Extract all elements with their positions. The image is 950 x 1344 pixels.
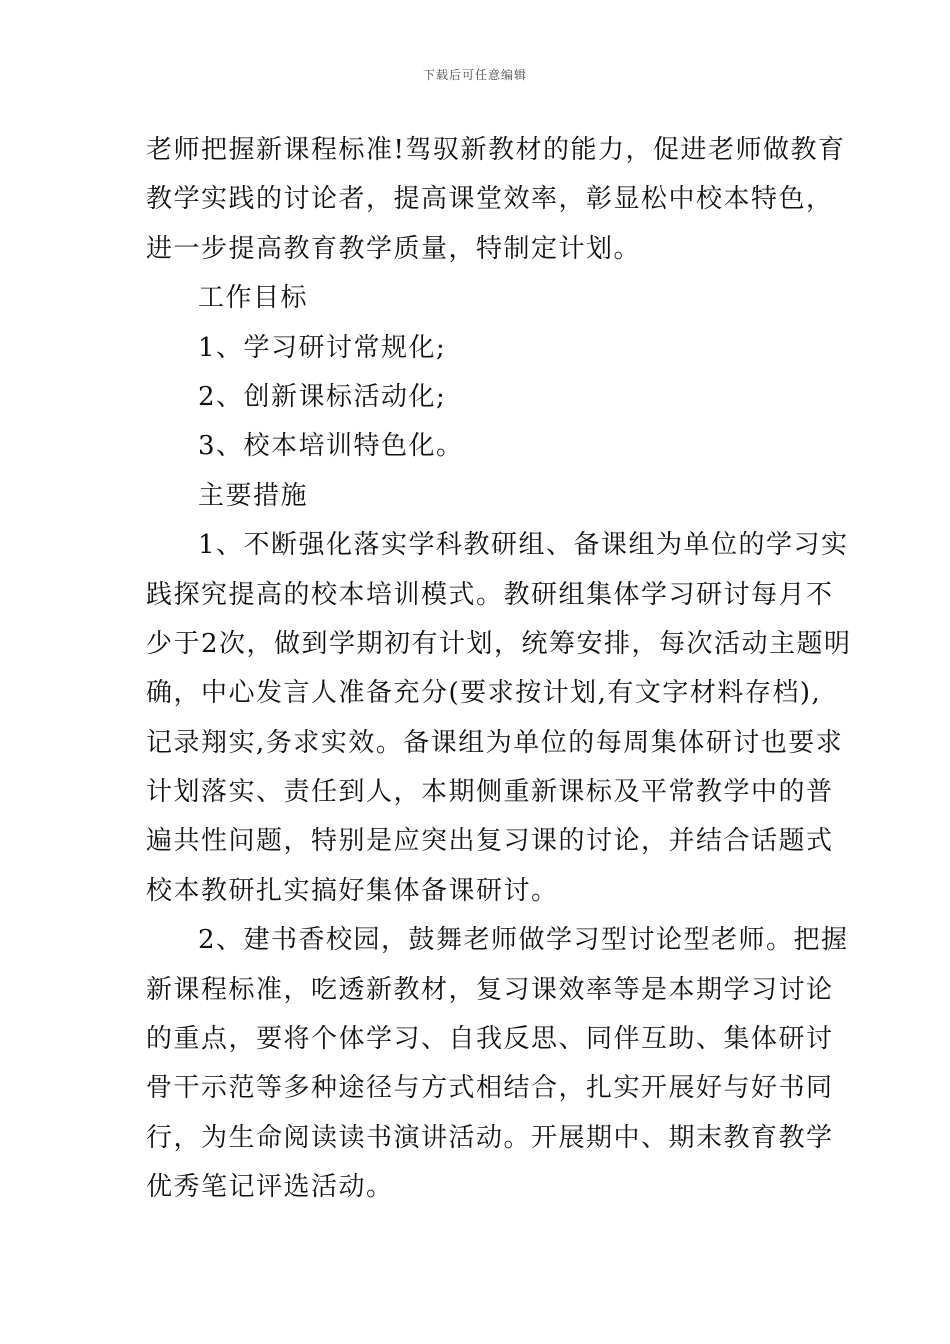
paragraph-line: 骨干示范等多种途径与方式相结合，扎实开展好与好书同 (146, 1073, 834, 1104)
paragraph-line: 行，为生命阅读读书演讲活动。开展期中、期末教育教学 (146, 1122, 834, 1153)
paragraph-line: 教学实践的讨论者，提高课堂效率，彰显松中校本特色， (146, 184, 834, 215)
paragraph-line: 计划落实、责任到人，本期侧重新课标及平常教学中的普 (146, 777, 834, 808)
paragraph-line: 新课程标准，吃透新教材，复习课效率等是本期学习讨论 (146, 974, 834, 1005)
paragraph-line: 1、不断强化落实学科教研组、备课组为单位的学习实 (198, 530, 849, 561)
section-heading-measures: 主要措施 (198, 480, 309, 511)
list-item: 1、学习研讨常规化; (198, 332, 447, 363)
paragraph-line: 少于2次，做到学期初有计划，统筹安排，每次活动主题明 (146, 628, 852, 659)
paragraph-line: 优秀笔记评选活动。 (146, 1172, 394, 1203)
paragraph-line: 校本教研扎实搞好集体备课研讨。 (146, 875, 559, 906)
section-heading-goals: 工作目标 (198, 283, 309, 314)
paragraph-line: 遍共性问题，特别是应突出复习课的讨论，并结合话题式 (146, 826, 834, 857)
paragraph-line: 确，中心发言人准备充分(要求按计划,有文字材料存档), (146, 678, 822, 709)
list-item: 2、创新课标活动化; (198, 381, 447, 412)
list-item: 3、校本培训特色化。 (198, 431, 464, 462)
paragraph-line: 的重点，要将个体学习、自我反思、同伴互助、集体研讨 (146, 1024, 834, 1055)
paragraph-line: 践探究提高的校本培训模式。教研组集体学习研讨每月不 (146, 579, 834, 610)
paragraph-line: 进一步提高教育教学质量，特制定计划。 (146, 233, 642, 264)
paragraph-line: 老师把握新课程标准!驾驭新教材的能力，促进老师做教育 (146, 135, 846, 165)
paragraph-line: 记录翔实,务求实效。备课组为单位的每周集体研讨也要求 (146, 727, 844, 758)
paragraph-line: 2、建书香校园，鼓舞老师做学习型讨论型老师。把握 (198, 925, 849, 956)
header-note: 下载后可任意编辑 (422, 68, 527, 82)
document-body (146, 126, 852, 1213)
